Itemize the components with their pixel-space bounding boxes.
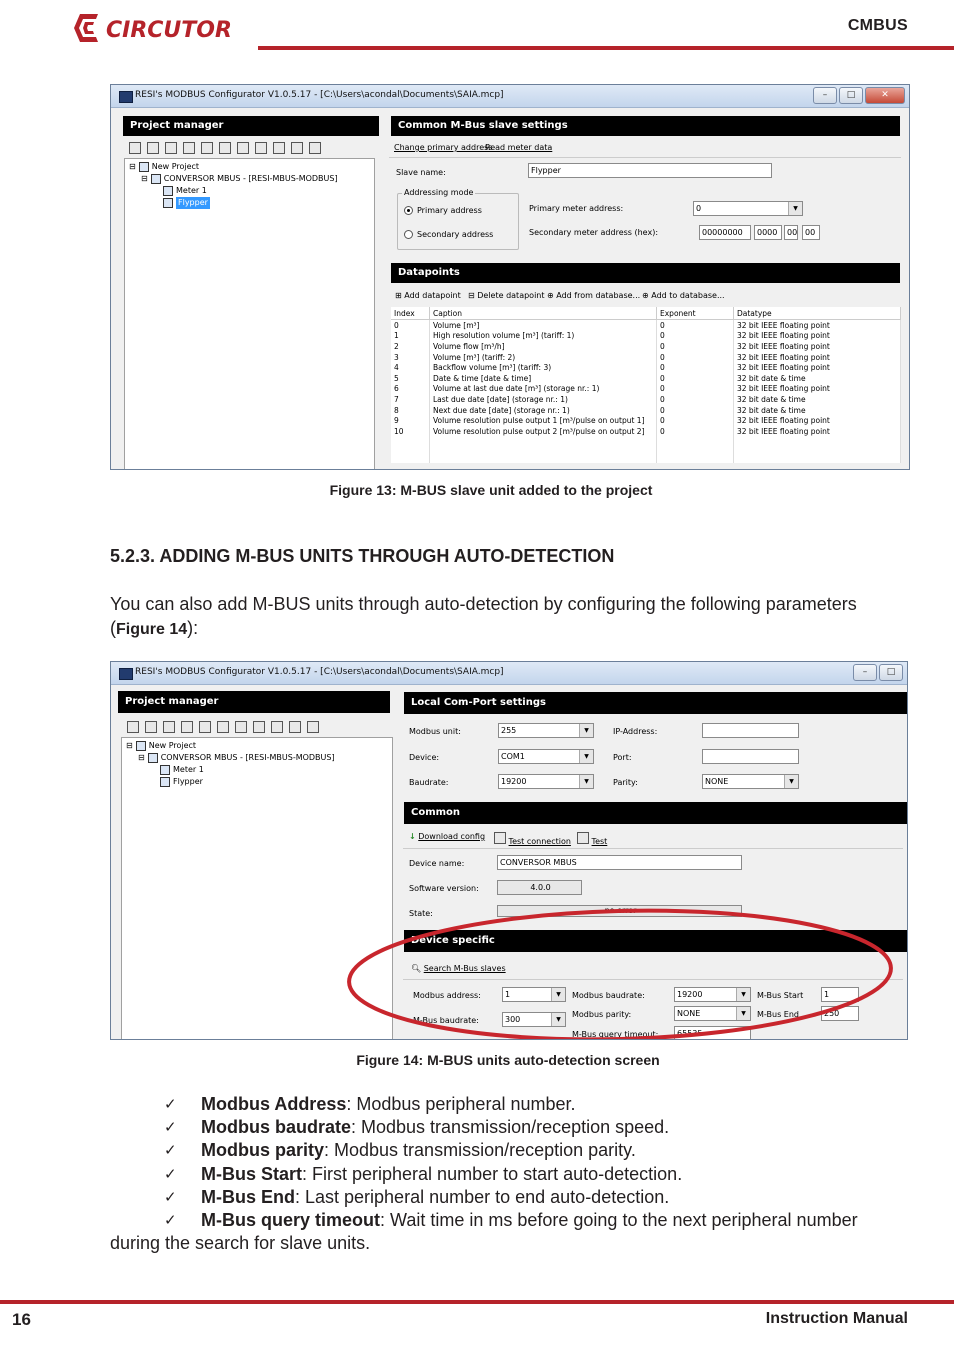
checklist-term: M-Bus query timeout — [201, 1210, 381, 1231]
new-icon[interactable] — [127, 721, 139, 733]
menu-change-primary-address[interactable]: Change primary address — [394, 143, 493, 152]
tree-item-converter[interactable]: ⊟ CONVERSOR MBUS - [RESI-MBUS-MODBUS] — [138, 753, 335, 762]
port-label: Port: — [613, 753, 632, 762]
download-icon[interactable] — [217, 721, 229, 733]
meter-icon — [163, 186, 173, 196]
minimize-button[interactable]: – — [853, 664, 877, 681]
mbus-baudrate-label: M-Bus baudrate: — [413, 1016, 479, 1025]
checkmark-icon: ✓ — [164, 1164, 177, 1183]
window-title: RESI's MODBUS Configurator V1.0.5.17 - [C:\Users\acondal\Documents\SAIA.mcp] — [135, 667, 504, 677]
table-cell: 0 — [657, 415, 734, 426]
table-cell: 32 bit date & time — [734, 405, 901, 416]
meter-icon — [160, 765, 170, 775]
table-cell: High resolution volume [m³] (tariff: 1) — [430, 331, 657, 342]
checkmark-icon: ✓ — [164, 1118, 177, 1137]
modbus-baudrate-select[interactable]: 19200 ▼ — [674, 987, 751, 1002]
new-icon[interactable] — [129, 142, 141, 154]
highlight-ellipse — [341, 902, 901, 1040]
table-cell: Volume [m³] (tariff: 2) — [430, 352, 657, 363]
mbus-start-label: M-Bus Start — [757, 991, 804, 1000]
table-row[interactable] — [391, 394, 901, 405]
app-icon — [119, 91, 133, 103]
ip-address-label: IP-Address: — [613, 727, 658, 736]
modbus-unit-select[interactable]: 255 ▼ — [498, 723, 594, 738]
book-icon[interactable] — [291, 142, 303, 154]
tree-item-slave[interactable]: Flypper — [126, 776, 335, 788]
circutor-logo — [70, 10, 250, 46]
secondary-address-part1[interactable]: 00000000 — [699, 225, 751, 240]
project-manager-title: Project manager — [123, 116, 379, 136]
tree-item-project[interactable]: ⊟ New Project — [129, 162, 200, 171]
table-cell: 10 — [391, 426, 430, 437]
manual-title: Instruction Manual — [765, 1310, 908, 1327]
project-manager-title: Project manager — [118, 691, 390, 713]
save-all-icon[interactable] — [183, 142, 195, 154]
app-icon — [119, 668, 133, 680]
chevron-down-icon[interactable]: ▼ — [736, 1007, 750, 1020]
green-arrow-icon: ↓ — [409, 832, 416, 841]
device-specific-title: Device specific — [404, 930, 907, 952]
table-cell — [430, 437, 657, 463]
upload-icon[interactable] — [199, 721, 211, 733]
project-tree — [124, 158, 375, 470]
table-cell: 32 bit IEEE floating point — [734, 426, 901, 437]
table-row[interactable] — [391, 415, 901, 426]
converter-icon — [148, 753, 158, 763]
chevron-down-icon[interactable]: ▼ — [551, 1013, 565, 1026]
local-comport-title: Local Com-Port settings — [404, 692, 907, 714]
maximize-button[interactable]: □ — [839, 87, 863, 104]
checklist-description: : Wait time in ms before going to the next peripheral number during the search for slave units. — [110, 1210, 858, 1254]
table-cell — [391, 437, 430, 463]
settings-icon[interactable] — [273, 142, 285, 154]
download-config-button[interactable]: ↓ Download config — [409, 832, 486, 841]
tree-item-meter[interactable]: Meter 1 — [129, 185, 338, 197]
table-cell: 0 — [391, 320, 430, 331]
menu-read-meter-data[interactable]: Read meter data — [485, 143, 553, 152]
device-name-input[interactable]: CONVERSOR MBUS — [497, 855, 742, 870]
device-label: Device: — [409, 753, 440, 762]
window-titlebar — [111, 662, 907, 685]
checklist-description: : Last peripheral number to end auto-detection. — [295, 1186, 670, 1207]
table-cell: 32 bit IEEE floating point — [734, 320, 901, 331]
mbus-end-input[interactable]: 250 — [821, 1006, 859, 1021]
close-button[interactable]: ✕ — [865, 87, 905, 104]
state-field: no error — [497, 905, 742, 917]
table-header-row — [391, 307, 901, 320]
chevron-down-icon[interactable]: ▼ — [579, 724, 593, 737]
table-cell: 5 — [391, 373, 430, 384]
table-cell: 0 — [657, 352, 734, 363]
project-manager-panel — [121, 114, 379, 470]
table-cell: 3 — [391, 352, 430, 363]
figure14-caption: Figure 14: M-BUS units auto-detection screen — [356, 1052, 660, 1068]
table-cell: 32 bit IEEE floating point — [734, 352, 901, 363]
separator — [403, 848, 903, 849]
figure-reference[interactable]: Figure 14 — [116, 621, 188, 638]
table-row[interactable] — [391, 384, 901, 395]
test-icon — [577, 832, 589, 844]
table-cell: 0 — [657, 362, 734, 373]
checklist-description: : Modbus peripheral number. — [346, 1094, 576, 1114]
table-cell: Volume [m³] — [430, 320, 657, 331]
add-to-database-button[interactable]: ⊕ Add to database... — [642, 291, 725, 300]
document-title: CMBUS — [847, 17, 908, 34]
checklist-item — [110, 1209, 910, 1255]
modbus-unit-label: Modbus unit: — [409, 727, 461, 736]
table-cell: Volume at last due date [m³] (storage nr.: 1) — [430, 384, 657, 395]
table-cell — [734, 437, 901, 463]
table-cell: 2 — [391, 341, 430, 352]
checklist-description: : First peripheral number to start auto-detection. — [302, 1163, 683, 1184]
open-folder-icon[interactable] — [147, 142, 159, 154]
project-toolbar — [127, 721, 319, 733]
baudrate-select[interactable]: 19200 ▼ — [498, 774, 594, 789]
mbus-baudrate-select[interactable]: 300 ▼ — [502, 1012, 566, 1027]
meter-icon — [163, 198, 173, 208]
modbus-parity-label: Modbus parity: — [572, 1010, 632, 1019]
meter-icon — [160, 777, 170, 787]
settings-icon[interactable] — [271, 721, 283, 733]
project-icon — [136, 741, 146, 751]
parity-label: Parity: — [613, 778, 638, 787]
table-cell: Volume resolution pulse output 1 [m³/pulse on output 1] — [430, 415, 657, 426]
table-cell: 0 — [657, 426, 734, 437]
window-title: RESI's MODBUS Configurator V1.0.5.17 - [C:\Users\acondal\Documents\SAIA.mcp] — [135, 90, 504, 100]
query-timeout-input[interactable]: 65535 — [674, 1026, 751, 1040]
slave-settings-title: Common M-Bus slave settings — [391, 116, 900, 136]
modbus-parity-select[interactable]: NONE ▼ — [674, 1006, 751, 1021]
tree-item-meter[interactable]: Meter 1 — [126, 764, 335, 776]
secondary-meter-address-label: Secondary meter address (hex): — [529, 228, 659, 237]
connection-icon — [494, 832, 506, 844]
add-from-database-button[interactable]: ⊕ Add from database... — [547, 291, 641, 300]
checklist-term: Modbus Address — [201, 1094, 347, 1114]
table-cell: 6 — [391, 384, 430, 395]
slave-name-label: Slave name: — [396, 168, 446, 177]
table-cell: 32 bit IEEE floating point — [734, 362, 901, 373]
print-icon[interactable] — [307, 721, 319, 733]
table-cell: 7 — [391, 394, 430, 405]
primary-meter-address-label: Primary meter address: — [529, 204, 624, 213]
modbus-baudrate-label: Modbus baudrate: — [572, 991, 645, 1000]
port-input[interactable] — [702, 749, 799, 764]
software-version-field: 4.0.0 — [497, 880, 582, 895]
table-cell: 0 — [657, 373, 734, 384]
table-cell: Last due date [date] (storage nr.: 1) — [430, 394, 657, 405]
table-row[interactable] — [391, 341, 901, 352]
query-timeout-label: M-Bus query timeout: — [572, 1030, 659, 1039]
addressing-mode-legend: Addressing mode — [404, 188, 474, 197]
table-row[interactable] — [391, 362, 901, 373]
chevron-down-icon[interactable]: ▼ — [551, 988, 565, 1001]
header-rule — [258, 46, 954, 50]
table-cell: 32 bit IEEE floating point — [734, 415, 901, 426]
state-label: State: — [409, 909, 433, 918]
minimize-button[interactable]: – — [813, 87, 837, 104]
search-icon: 🔍︎ — [411, 964, 422, 973]
table-row[interactable] — [391, 331, 901, 342]
table-cell: 8 — [391, 405, 430, 416]
slave-name-input[interactable]: Flypper — [528, 163, 772, 178]
table-cell: Date & time [date & time] — [430, 373, 657, 384]
copy-icon[interactable] — [235, 721, 247, 733]
mbus-end-label: M-Bus End — [757, 1010, 799, 1019]
column-header[interactable]: Caption — [430, 307, 657, 320]
primary-address-radio[interactable]: Primary address — [404, 206, 482, 215]
table-cell: 0 — [657, 331, 734, 342]
table-cell: 0 — [657, 384, 734, 395]
project-toolbar — [129, 142, 321, 154]
primary-meter-address-select[interactable]: 0 ▼ — [693, 201, 803, 216]
book-icon[interactable] — [289, 721, 301, 733]
modbus-address-label: Modbus address: — [413, 991, 481, 1000]
tree-item-slave[interactable]: Flypper — [129, 197, 338, 209]
common-title: Common — [404, 802, 907, 824]
table-cell: 32 bit date & time — [734, 373, 901, 384]
test-connection-button[interactable]: Test connection — [494, 832, 571, 846]
radio-on-icon — [404, 206, 413, 215]
checkmark-icon: ✓ — [164, 1095, 177, 1113]
checklist-item — [110, 1163, 910, 1186]
column-header[interactable]: Datatype — [734, 307, 901, 320]
table-cell: 4 — [391, 362, 430, 373]
figure13-window — [110, 84, 910, 470]
save-all-icon[interactable] — [181, 721, 193, 733]
table-cell: 32 bit IEEE floating point — [734, 331, 901, 342]
download-icon[interactable] — [219, 142, 231, 154]
table-cell — [657, 437, 734, 463]
add-datapoint-button[interactable]: ⊞ Add datapoint — [395, 291, 461, 300]
secondary-address-radio[interactable]: Secondary address — [404, 230, 493, 239]
software-version-label: Software version: — [409, 884, 479, 893]
chevron-down-icon[interactable]: ▼ — [736, 988, 750, 1001]
ip-address-input[interactable] — [702, 723, 799, 738]
checklist-description: : Modbus transmission/reception parity. — [324, 1140, 636, 1161]
device-name-label: Device name: — [409, 859, 465, 868]
separator — [389, 157, 901, 158]
parity-select[interactable]: NONE ▼ — [702, 774, 799, 789]
checklist-description: : Modbus transmission/reception speed. — [351, 1117, 670, 1138]
checklist-term: Modbus baudrate — [201, 1117, 352, 1138]
tree-item-converter[interactable]: ⊟ CONVERSOR MBUS - [RESI-MBUS-MODBUS] — [141, 174, 338, 183]
chevron-down-icon[interactable]: ▼ — [579, 775, 593, 788]
table-cell: 1 — [391, 331, 430, 342]
table-cell: 32 bit IEEE floating point — [734, 384, 901, 395]
copy-icon[interactable] — [237, 142, 249, 154]
table-row[interactable] — [391, 373, 901, 384]
baudrate-label: Baudrate: — [409, 778, 449, 787]
maximize-button[interactable]: □ — [879, 664, 903, 681]
checkmark-icon: ✓ — [164, 1187, 177, 1206]
converter-icon — [151, 174, 161, 184]
table-row[interactable] — [391, 352, 901, 363]
table-row[interactable] — [391, 426, 901, 437]
paste-icon[interactable] — [253, 721, 265, 733]
chevron-down-icon[interactable]: ▼ — [788, 202, 802, 215]
addressing-mode-group — [397, 188, 519, 250]
checklist-term: M-Bus Start — [201, 1163, 303, 1184]
table-cell: Volume flow [m³/h] — [430, 341, 657, 352]
footer-rule — [0, 1300, 954, 1304]
table-cell: Backflow volume [m³] (tariff: 3) — [430, 362, 657, 373]
column-header[interactable]: Exponent — [657, 307, 734, 320]
secondary-address-part2[interactable]: 0000 — [754, 225, 782, 240]
upload-icon[interactable] — [201, 142, 213, 154]
table-cell: 0 — [657, 394, 734, 405]
table-row[interactable] — [391, 405, 901, 416]
datapoints-title: Datapoints — [391, 263, 900, 283]
checklist-item — [110, 1139, 910, 1162]
modbus-address-select[interactable]: 1 ▼ — [502, 987, 566, 1002]
column-header[interactable]: Index — [391, 307, 430, 320]
parameter-checklist — [110, 1093, 910, 1255]
paste-icon[interactable] — [255, 142, 267, 154]
device-select[interactable]: COM1 ▼ — [498, 749, 594, 764]
save-icon[interactable] — [165, 142, 177, 154]
open-folder-icon[interactable] — [145, 721, 157, 733]
checklist-item — [110, 1116, 910, 1139]
figure14-window — [110, 661, 908, 1040]
table-cell: 0 — [657, 405, 734, 416]
table-cell: 32 bit IEEE floating point — [734, 341, 901, 352]
delete-datapoint-button[interactable]: ⊟ Delete datapoint — [468, 291, 545, 300]
table-row[interactable] — [391, 320, 901, 331]
checkmark-icon: ✓ — [164, 1141, 177, 1160]
test-button[interactable]: Test — [577, 832, 607, 846]
table-cell: 0 — [657, 341, 734, 352]
secondary-address-part4[interactable]: 00 — [802, 225, 820, 240]
table-cell: Volume resolution pulse output 2 [m³/pulse on output 2] — [430, 426, 657, 437]
project-icon — [139, 162, 149, 172]
mbus-start-input[interactable]: 1 — [821, 987, 859, 1002]
secondary-address-part3[interactable]: 00 — [784, 225, 798, 240]
checklist-item — [110, 1093, 910, 1116]
table-cell: Next due date [date] (storage nr.: 1) — [430, 405, 657, 416]
tree-item-project[interactable]: ⊟ New Project — [126, 741, 197, 750]
table-cell: 0 — [657, 320, 734, 331]
datapoints-table — [391, 307, 901, 463]
page-number: 16 — [12, 1310, 31, 1329]
checklist-term: Modbus parity — [201, 1140, 325, 1161]
section-paragraph: You can also add M-BUS units through auto-detection by configuring the following parameters (Figure 14): — [110, 594, 857, 638]
print-icon[interactable] — [309, 142, 321, 154]
window-titlebar — [111, 85, 909, 108]
table-cell: 32 bit date & time — [734, 394, 901, 405]
checkmark-icon: ✓ — [164, 1211, 177, 1230]
svg-text:CIRCUTOR: CIRCUTOR — [106, 18, 232, 43]
save-icon[interactable] — [163, 721, 175, 733]
table-row-empty — [391, 437, 901, 463]
checklist-item — [110, 1186, 910, 1209]
search-mbus-slaves-button[interactable]: 🔍︎ Search M-Bus slaves — [411, 964, 506, 973]
table-cell: 9 — [391, 415, 430, 426]
chevron-down-icon[interactable]: ▼ — [784, 775, 798, 788]
checklist-term: M-Bus End — [201, 1186, 295, 1207]
figure13-caption: Figure 13: M-BUS slave unit added to the project — [329, 482, 653, 498]
radio-off-icon — [404, 230, 413, 239]
section-heading: 5.2.3. ADDING M-BUS UNITS THROUGH AUTO-DETECTION — [110, 546, 615, 566]
chevron-down-icon[interactable]: ▼ — [579, 750, 593, 763]
